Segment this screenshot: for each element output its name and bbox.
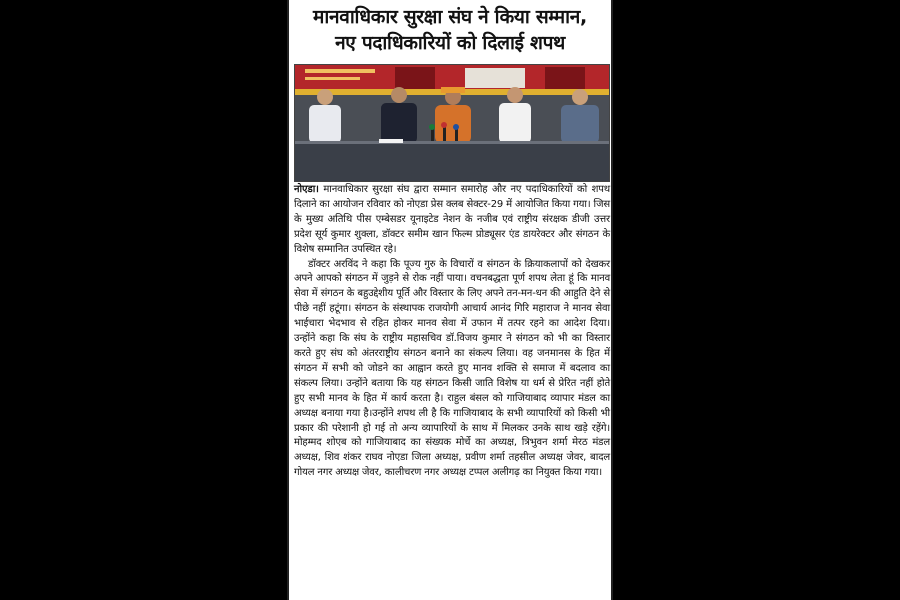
article-paragraph-1 [294,183,610,258]
press-conference-illustration [295,65,609,181]
conference-table [295,141,609,181]
article-body [294,183,610,481]
headline [289,0,611,56]
headline-line-1: मानवाधिकार सुरक्षा संघ ने किया सम्मान, [313,6,587,28]
article-paragraph-2: डॉक्टर अरविंद ने कहा कि पूज्य गुरु के विचारों व संगठन के क्रियाकलापों को देखकर अपने आपको संगठन में जुड़ने से रोक नहीं पाया। वचनबद्धता पूर्ण शपथ लेता हूं कि मानव सेवा में संगठन के बहुउद्देशीय पूर्ति और विस्तार के लिए अपने तन-मन-धन की आहुति देने से पीछे नहीं हटूंगा। संगठन के संस्थापक राजयोगी आचार्य आनंद गिरि महाराज ने मानव सेवा भाईचारा भेदभाव से रहित होकर मानव सेवा में उफान में तत्पर रहने का आदेश दिया। उन्होंने कहा कि संघ के राष्ट्रीय महासचिव डॉ.विजय कुमार ने संगठन को भी का विस्तार करते हुए संघ को अंतरराष्ट्रीय संगठन बनाने का संकल्प लिया। वह जनमानस के हित में संगठन में सभी को जोडने का आह्वान करते हुए मानव शक्ति से समाज में बदलाव का संकल्प लिया। उन्होंने बताया कि यह संगठन किसी जाति विशेष या धर्म से प्रेरित नहीं होते हुए सभी मानव के हित में कार्य करता है। राहुल बंसल को गाजियाबाद व्यापार मंडल का अध्यक्ष बनाया गया है।उन्होंने शपथ ली है कि गाजियाबाद के सभी व्यापारियों को किसी भी प्रकार की परेशानी हो गई तो अन्य व्यापारियों के साथ में मिलकर उनके साथ खड़े रहेंगे। मोहम्मद शोएब को गाजियाबाद का संख्यक मोर्चे का अध्यक्ष, त्रिभुवन शर्मा मेरठ मंडल अध्यक्ष, शिव शंकर राघव नोएडा जिला अध्यक्ष, प्रवीण शर्मा तहसील अध्यक्ष जेवर, बादल गोयल नगर अध्यक्ष जेवर, कालीचरण नगर अध्यक्ष टप्पल अलीगढ़ का नियुक्त किया गया। [294,258,610,479]
dateline: नोएडा। [294,184,319,195]
headline-line-2: नए पदाधिकारियों को दिलाई शपथ [335,32,565,54]
paragraph-1-text: मानवाधिकार सुरक्षा संघ द्वारा सम्मान समारोह और नए पदाधिकारियों को शपथ दिलाने का आयोजन रविवार को नोएडा प्रेस क्लब सेक्टर-29 में आयोजित किया गया। जिस के मुख्य अतिथि पीस एम्बेसडर यूनाइटेड नेशन के नजीब एवं राष्ट्रीय संरक्षक डीजी उत्तर प्रदेश सूर्य कुमार शुक्ला, डॉक्टर समीम खान फिल्म प्रोड्यूसर एंड डायरेक्टर और संगठन के विशेष सम्मानित उपस्थित रहे। [294,184,611,255]
event-photo [294,64,610,182]
newspaper-clipping [287,0,613,600]
